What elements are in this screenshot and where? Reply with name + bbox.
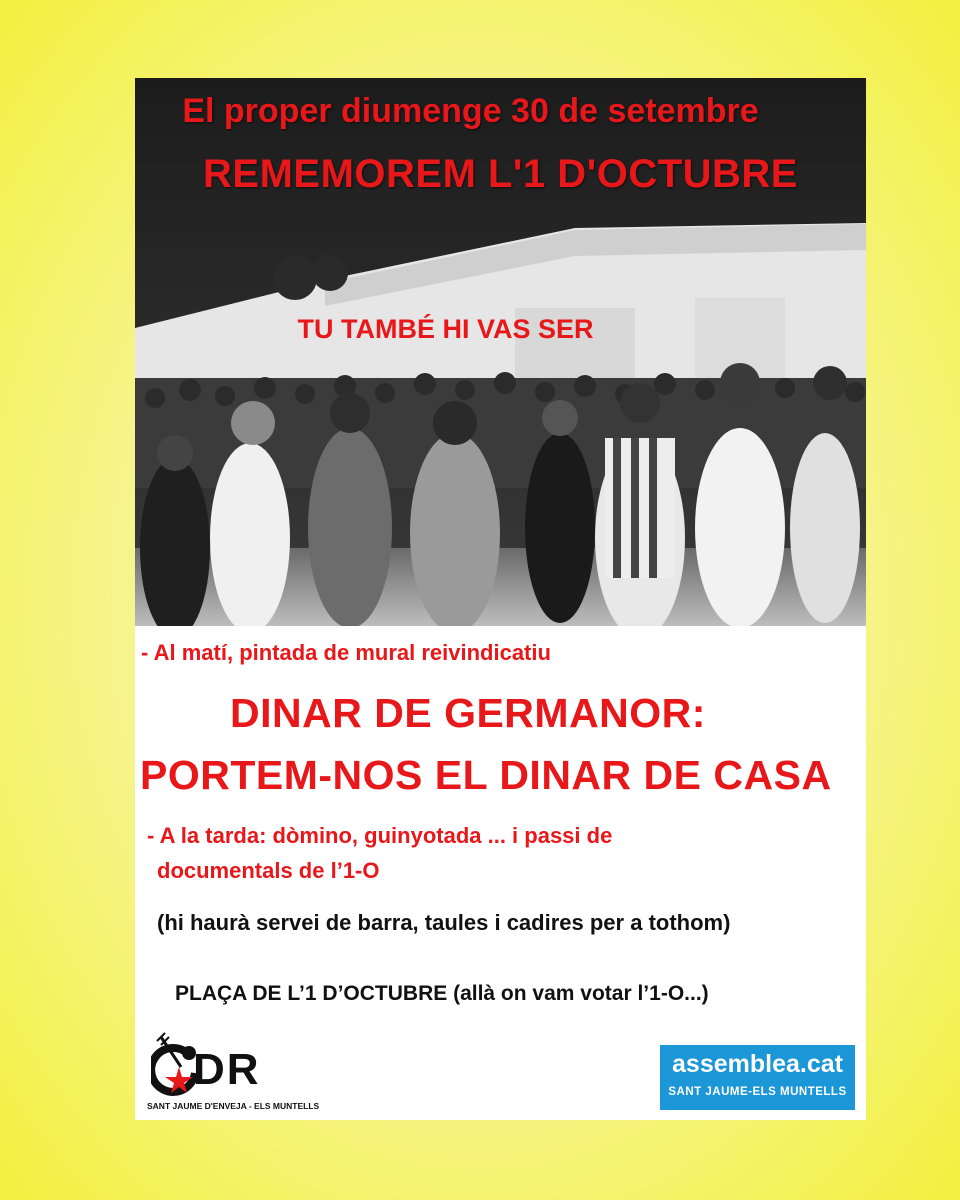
main-heading: REMEMOREM L'1 D'OCTUBRE <box>203 152 798 196</box>
date-heading: El proper diumenge 30 de setembre <box>182 92 759 130</box>
crowd-photo <box>135 78 866 626</box>
assemblea-subtitle: SANT JAUME-ELS MUNTELLS <box>668 1086 847 1098</box>
lunch-heading-1: DINAR DE GERMANOR: <box>230 690 706 736</box>
location: PLAÇA DE L’1 D’OCTUBRE (allà on vam votar l’1-O...) <box>175 982 709 1005</box>
cdr-subtitle: SANT JAUME D'ENVEJA - ELS MUNTELLS <box>147 1101 320 1111</box>
assemblea-logo <box>660 1045 855 1110</box>
assemblea-title: assemblea.cat <box>672 1050 843 1078</box>
cdr-letters: DR <box>193 1045 261 1094</box>
afternoon-activity-2: documentals de l’1-O <box>157 858 380 883</box>
cdr-logo <box>145 1023 320 1118</box>
morning-activity: - Al matí, pintada de mural reivindicatiu <box>141 640 551 665</box>
poster <box>135 78 866 1120</box>
service-note: (hi haurà servei de barra, taules i cadires per a tothom) <box>157 910 731 935</box>
tagline: TU TAMBÉ HI VAS SER <box>297 314 594 344</box>
afternoon-activity-1: - A la tarda: dòmino, guinyotada ... i passi de <box>147 823 613 848</box>
lunch-heading-2: PORTEM-NOS EL DINAR DE CASA <box>140 752 832 798</box>
